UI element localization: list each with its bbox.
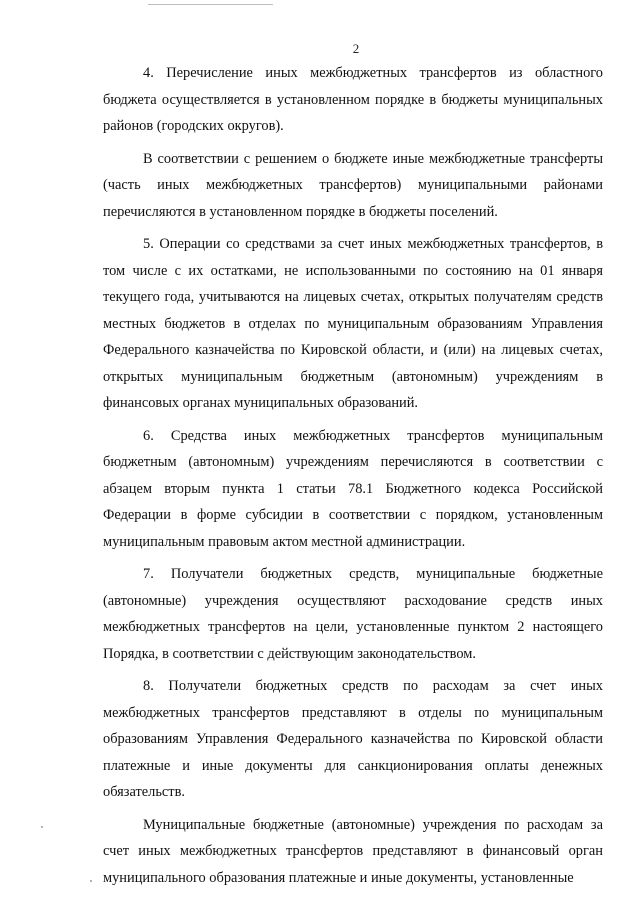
paragraph-4: 4. Перечисление иных межбюджетных трансфертов из областного бюджета осуществляется в установленном порядке в бюджеты муниципальных районов (городских округов).	[103, 65, 603, 134]
paragraph-7: 7. Получатели бюджетных средств, муниципальные бюджетные (автономные) учреждения осуществляют расходование средств иных межбюджетных трансфертов на цели, установленные пунктом 2 настоящего Порядка, в соответствии с действующим законодательством.	[103, 566, 603, 662]
scan-speck	[41, 826, 43, 828]
document-body	[103, 60, 603, 897]
paragraph-5: 5. Операции со средствами за счет иных межбюджетных трансфертов, в том числе с их остатками, не использованными по состоянию на 01 января текущего года, учитываются на лицевых счетах, открытых получателям средств местных бюджетов в отделах по муниципальным образованиям Управления Федерального казначейства по Кировской области, и (или) на лицевых счетах, открытых муниципальным бюджетным (автономным) учреждениям в финансовых органах муниципальных образований.	[103, 236, 603, 411]
paragraph-8: 8. Получатели бюджетных средств по расходам за счет иных межбюджетных трансфертов представляют в отделы по муниципальным образованиям Управления Федерального казначейства по Кировской области платежные и иные документы для санкционирования оплаты денежных обязательств.	[103, 678, 603, 800]
scan-edge-line	[148, 4, 273, 5]
page-number: 2	[352, 41, 360, 56]
paragraph-4-continuation: В соответствии с решением о бюджете иные межбюджетные трансферты (часть иных межбюджетных трансфертов) муниципальными районами перечисляются в установленном порядке в бюджеты поселений.	[103, 150, 603, 220]
paragraph-8-continuation: Муниципальные бюджетные (автономные) учреждения по расходам за счет иных межбюджетных трансфертов представляют в финансовый орган муниципального образования платежные и иные документы, установленные	[103, 816, 603, 886]
paragraph-6: 6. Средства иных межбюджетных трансфертов муниципальным бюджетным (автономным) учреждениям перечисляются в соответствии с абзацем вторым пункта 1 статьи 78.1 Бюджетного кодекса Российской Федерации в форме субсидии в соответствии с порядком, установленным муниципальным правовым актом местной администрации.	[103, 427, 603, 550]
scan-speck	[90, 880, 92, 882]
